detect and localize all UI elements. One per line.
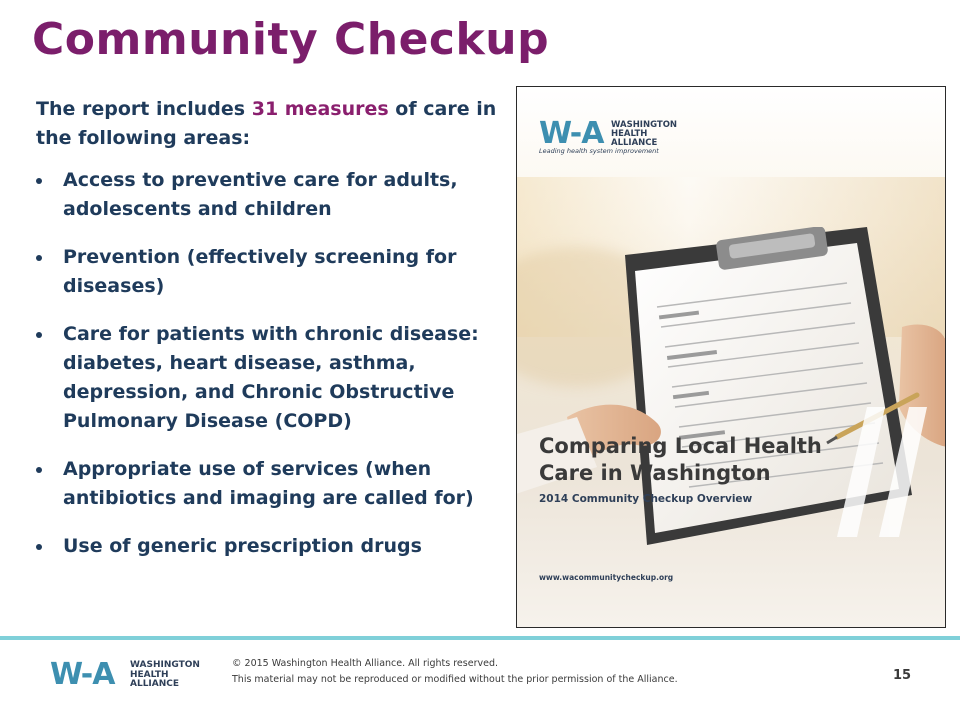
cover-logo: [539, 116, 678, 155]
bullet-item: [36, 455, 506, 513]
intro-prefix: The report includes: [36, 98, 252, 120]
slide-title: Community Checkup: [32, 14, 550, 65]
bullet-dot-icon: [36, 544, 42, 550]
bullet-text: Care for patients with chronic disease: diabetes, heart disease, asthma, depression, and Chronic Obstructive Pulmonary Disease (COPD): [63, 323, 479, 432]
bullet-dot-icon: [36, 467, 42, 473]
bullet-item: [36, 320, 506, 436]
bullet-text: Use of generic prescription drugs: [63, 535, 422, 557]
cover-heading: Comparing Local Health Care in Washington: [539, 434, 822, 485]
footer-copyright: [232, 656, 678, 688]
logo-word: WASHINGTON: [611, 120, 678, 130]
cover-subheading: 2014 Community Checkup Overview: [539, 493, 753, 505]
footer-logo-words: [130, 661, 200, 690]
copyright-line: This material may not be reproduced or modified without the prior permission of the Alliance.: [232, 674, 678, 685]
bullet-item: [36, 166, 506, 224]
bullet-list: [36, 166, 506, 580]
bullet-item: [36, 243, 506, 301]
logo-mark-icon: W-A: [539, 116, 604, 151]
page-number: 15: [893, 668, 912, 683]
bullet-dot-icon: [36, 255, 42, 261]
logo-word: HEALTH: [130, 669, 169, 680]
logo-word: WASHINGTON: [130, 660, 200, 670]
report-cover-image: [516, 86, 946, 628]
intro-suffix: of care in the following areas:: [36, 98, 497, 149]
intro-text: [36, 95, 506, 153]
bullet-dot-icon: [36, 178, 42, 184]
bullet-text: Appropriate use of services (when antibiotics and imaging are called for): [63, 458, 474, 509]
logo-word: ALLIANCE: [130, 679, 180, 689]
cover-logo-tagline: Leading health system improvement: [539, 147, 659, 155]
cover-logo-words: [611, 121, 677, 148]
bullet-text: Prevention (effectively screening for diseases): [63, 246, 457, 297]
cover-url: www.wacommunitycheckup.org: [539, 573, 674, 582]
footer-divider: [0, 636, 960, 640]
footer-logo: [50, 657, 200, 692]
bullet-dot-icon: [36, 332, 42, 338]
copyright-line: © 2015 Washington Health Alliance. All rights reserved.: [232, 658, 498, 669]
bullet-item: [36, 532, 506, 561]
footer-logo-mark-icon: W-A: [50, 657, 115, 692]
logo-word: HEALTH: [611, 129, 648, 139]
logo-word: ALLIANCE: [611, 138, 658, 148]
bullet-text: Access to preventive care for adults, adolescents and children: [63, 169, 458, 220]
intro-highlight: 31 measures: [251, 98, 389, 120]
